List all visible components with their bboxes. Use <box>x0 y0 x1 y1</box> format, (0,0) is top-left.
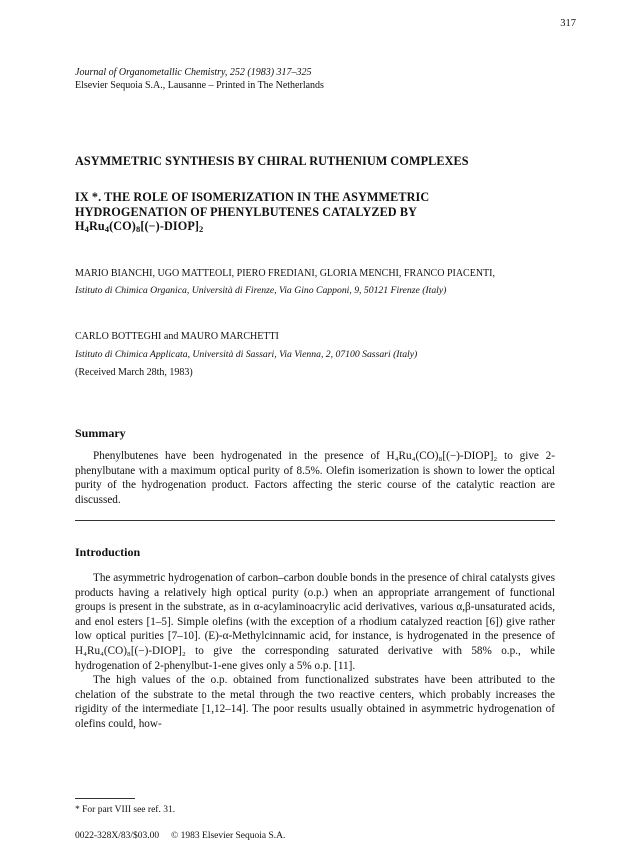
article-subtitle <box>75 190 555 234</box>
page-number: 317 <box>560 18 576 29</box>
intro-paragraph-1: The asymmetric hydrogenation of carbon–carbon double bonds in the presence of chiral catalysts gives products having a relatively high optical purity (o.p.) when an appropriate arrangement of functional groups is present in the substrate, as in α-acylaminoacrylic acid derivatives, various α,β-unsaturated acids, and enol esters [1–5]. Simple olefins (with the exception of a rhodium catalyzed reaction [6]) give rather low optical purities [7–10]. (E)-α-Methylcinnamic acid, for instance, is hydrogenated in the presence of H₄Ru₄(CO)₈[(−)-DIOP]₂ to give the corresponding saturated derivative with 58% o.p., while hydrogenation of 2-phenylbut-1-ene gives only a 5% o.p. [11]. <box>75 572 555 672</box>
journal-citation: Journal of Organometallic Chemistry, 252 (1983) 317–325 <box>75 67 312 78</box>
subtitle-line-2: HYDROGENATION OF PHENYLBUTENES CATALYZED BY <box>75 204 417 219</box>
author-names-1: MARIO BIANCHI, UGO MATTEOLI, PIERO FREDIANI, GLORIA MENCHI, FRANCO PIACENTI, <box>75 268 495 279</box>
publisher-line: Elsevier Sequoia S.A., Lausanne – Printed in The Netherlands <box>75 80 324 91</box>
author-block-2 <box>75 330 555 379</box>
article-title: ASYMMETRIC SYNTHESIS BY CHIRAL RUTHENIUM COMPLEXES <box>75 154 469 168</box>
author-names-2: CARLO BOTTEGHI and MAURO MARCHETTI <box>75 331 279 342</box>
affiliation-2: Istituto di Chimica Applicata, Università di Sassari, Via Vienna, 2, 07100 Sassari (Italy) <box>75 349 418 360</box>
section-divider <box>75 520 555 521</box>
author-block-1 <box>75 267 555 297</box>
received-date: (Received March 28th, 1983) <box>75 367 193 378</box>
summary-paragraph: Phenylbutenes have been hydrogenated in the presence of H₄Ru₄(CO)₈[(−)-DIOP]₂ to give 2-phenylbutane with a maximum optical purity of 8.5%. Olefin isomerization is shown to lower the optical purity of the hydrogenation product. Factors affecting the steric course of the catalytic reaction are discussed. <box>75 450 555 506</box>
subtitle-line-1: IX *. THE ROLE OF ISOMERIZATION IN THE ASYMMETRIC <box>75 190 430 204</box>
introduction-text <box>75 571 555 732</box>
summary-text <box>75 449 555 507</box>
affiliation-1: Istituto di Chimica Organica, Università di Firenze, Via Gino Capponi, 9, 50121 Firenze (Italy) <box>75 285 447 296</box>
subtitle-formula: $H_4Ru_4(CO)_8[(-)-DIOP]_2$ <box>75 219 204 235</box>
summary-heading: Summary <box>75 426 126 440</box>
footnote: * For part VIII see ref. 31. <box>75 805 176 815</box>
copyright-line: 0022-328X/83/$03.00 © 1983 Elsevier Sequoia S.A. <box>75 831 286 841</box>
intro-paragraph-2: The high values of the o.p. obtained from functionalized substrates have been attributed to the chelation of the substrate to the metal through the two reactive centers, which probably increases the rigidity of the intermediate [1,12–14]. The poor results usually obtained in asymmetric hydrogenation of olefins could, how- <box>75 674 555 730</box>
journal-header <box>75 66 324 92</box>
footnote-rule <box>75 798 135 799</box>
introduction-heading: Introduction <box>75 545 141 559</box>
